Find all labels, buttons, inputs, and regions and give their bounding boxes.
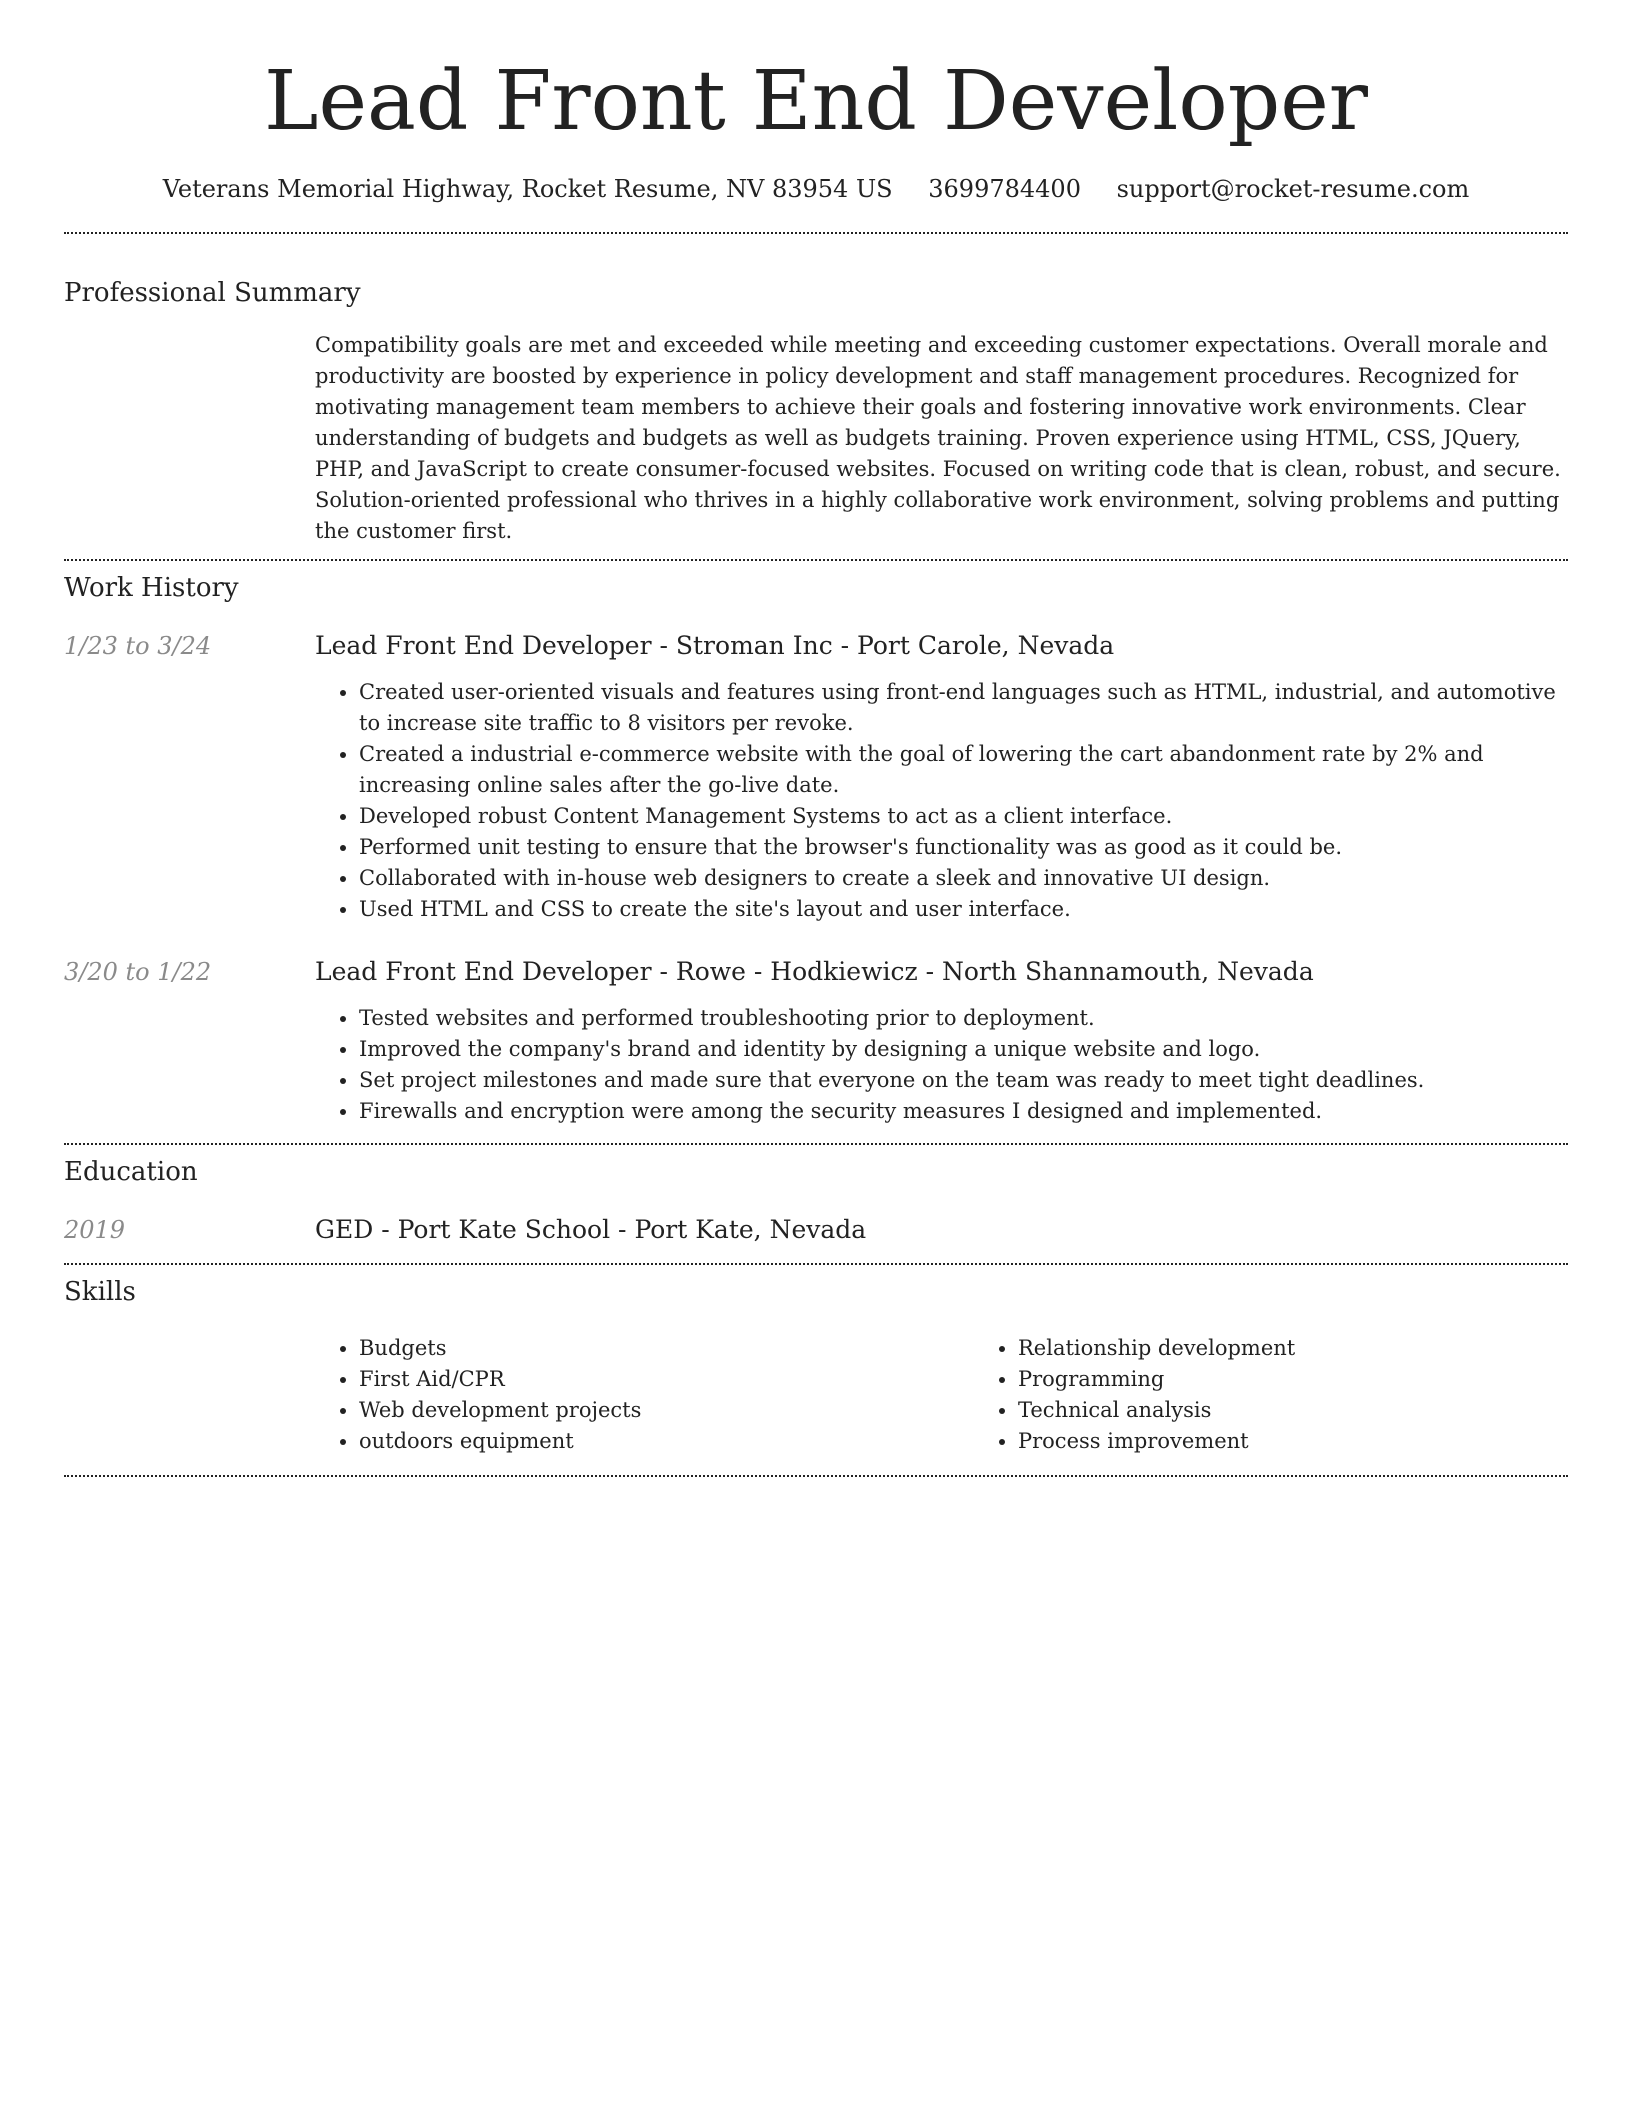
contact-line: [64, 172, 1568, 206]
skill-item: • Relationship development: [1018, 1333, 1632, 1364]
list-item: • Used HTML and CSS to create the site's layout and user interface.: [359, 894, 1568, 925]
job-entry: [64, 955, 1568, 1127]
education-heading: GED - Port Kate School - Port Kate, Nevada: [315, 1215, 867, 1244]
list-item: • Developed robust Content Management Systems to act as a client interface.: [359, 801, 1568, 832]
section-title-work: Work History: [64, 573, 239, 603]
job-dates: 1/23 to 3/24: [64, 632, 212, 660]
list-item: • Set project milestones and made sure that everyone on the team was ready to meet tight deadlines.: [359, 1065, 1568, 1096]
divider: [64, 232, 1568, 234]
list-item: • Performed unit testing to ensure that the browser's functionality was as good as it could be.: [359, 832, 1568, 863]
skill-item: • Budgets: [359, 1333, 974, 1364]
contact-address: Veterans Memorial Highway, Rocket Resume, NV 83954 US: [162, 175, 893, 203]
job-dates: 3/20 to 1/22: [64, 958, 212, 986]
list-item: • Created user-oriented visuals and features using front-end languages such as HTML, industrial, and automotive to increase site traffic to 8 visitors per revoke.: [359, 677, 1568, 739]
list-item: • Created a industrial e-commerce website with the goal of lowering the cart abandonment rate by 2% and increasing online sales after the go-live date.: [359, 739, 1568, 801]
contact-phone: 3699784400: [928, 175, 1081, 203]
section-title-education: Education: [64, 1157, 198, 1187]
job-entry: [64, 629, 1568, 925]
divider: [64, 1143, 1568, 1145]
resume-name: Lead Front End Developer: [264, 54, 1368, 149]
list-item: • Improved the company's brand and identity by designing a unique website and logo.: [359, 1034, 1568, 1065]
skills-column-2: [974, 1333, 1632, 1457]
skill-item: • Technical analysis: [1018, 1395, 1632, 1426]
section-title-skills: Skills: [64, 1277, 136, 1307]
divider: [64, 559, 1568, 561]
skill-item: • Process improvement: [1018, 1426, 1632, 1457]
list-item: • Collaborated with in-house web designers to create a sleek and innovative UI design.: [359, 863, 1568, 894]
job-heading: Lead Front End Developer - Rowe - Hodkiewicz - North Shannamouth, Nevada: [315, 957, 1314, 986]
skill-item: • outdoors equipment: [359, 1426, 974, 1457]
divider: [64, 1263, 1568, 1265]
skills-column-1: [315, 1333, 974, 1457]
education-entry: [64, 1213, 1568, 1247]
section-title-summary: Professional Summary: [64, 278, 361, 308]
skills-list: [315, 1333, 1632, 1457]
contact-email: support@rocket-resume.com: [1116, 175, 1470, 203]
list-item: • Tested websites and performed troubleshooting prior to deployment.: [359, 1003, 1568, 1034]
skill-item: • First Aid/CPR: [359, 1364, 974, 1395]
job-heading: Lead Front End Developer - Stroman Inc - Port Carole, Nevada: [315, 631, 1115, 660]
skill-item: • Programming: [1018, 1364, 1632, 1395]
job-bullets: [315, 677, 1568, 925]
education-year: 2019: [64, 1216, 126, 1244]
resume-page: [64, 0, 1568, 1477]
list-item: • Firewalls and encryption were among the security measures I designed and implemented.: [359, 1096, 1568, 1127]
divider: [64, 1475, 1568, 1477]
summary-text: Compatibility goals are met and exceeded while meeting and exceeding customer expectations. Overall morale and productivity are boosted by experience in policy development and staff management procedures. Recognized for motivating management team members to achieve their goals and fostering innovative work environments. Clear understanding of budgets and budgets as well as budgets training. Proven experience using HTML, CSS, JQuery, PHP, and JavaScript to create consumer-focused websites. Focused on writing code that is clean, robust, and secure. Solution-oriented professional who thrives in a highly collaborative work environment, solving problems and putting the customer first.: [315, 333, 1561, 543]
job-bullets: [315, 1003, 1568, 1127]
skill-item: • Web development projects: [359, 1395, 974, 1426]
